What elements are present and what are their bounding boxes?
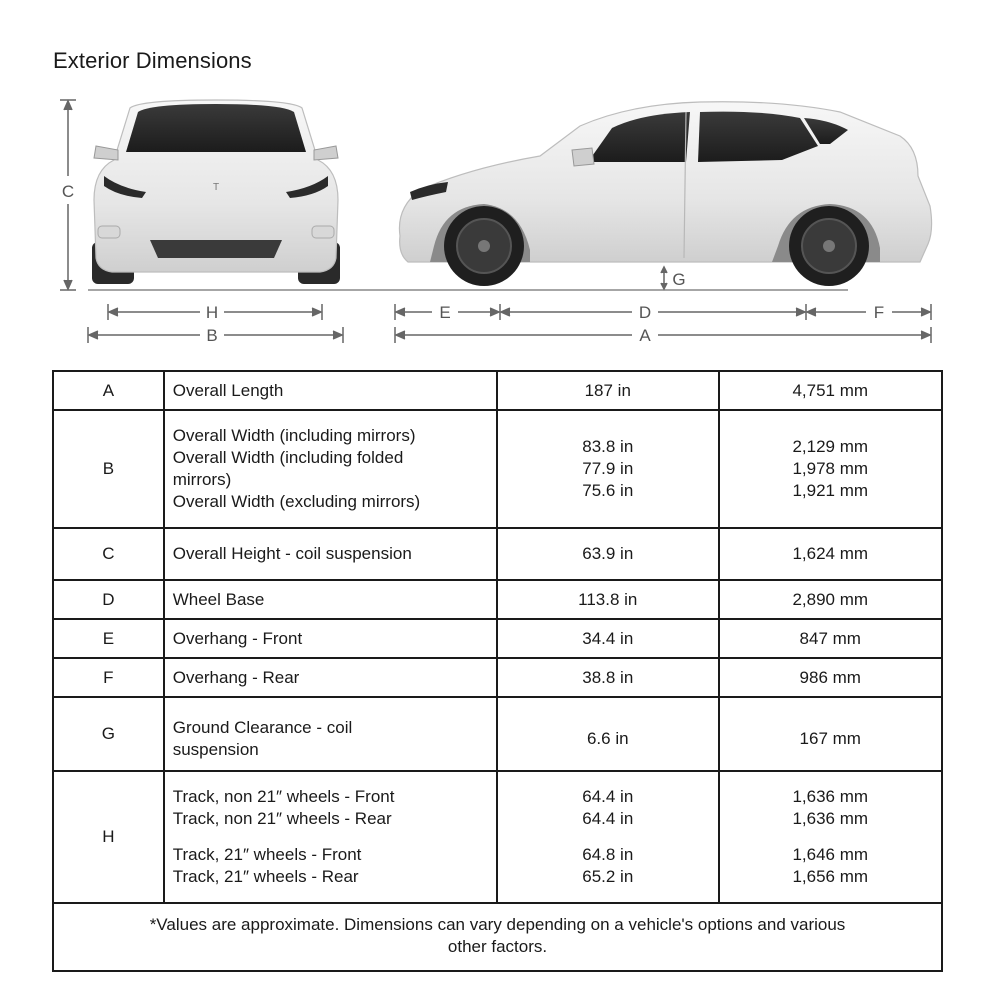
- dimension-key: D: [53, 580, 164, 619]
- value-millimeters: 2,890 mm: [719, 580, 943, 619]
- dimension-key: B: [53, 410, 164, 528]
- table-row: [53, 528, 942, 580]
- value-inches: 34.4 in: [497, 619, 718, 658]
- front-view-car-illustration: [92, 100, 340, 284]
- value-inches: 113.8 in: [497, 580, 718, 619]
- page-title: Exterior Dimensions: [53, 48, 252, 73]
- dimension-key: F: [53, 658, 164, 697]
- value-inches: 83.8 in 77.9 in 75.6 in: [497, 410, 718, 528]
- value-inches: 187 in: [497, 371, 718, 410]
- dimension-label-d: D: [638, 303, 652, 322]
- dimension-g: [661, 267, 667, 289]
- table-row: [53, 771, 942, 903]
- dimension-description: Overall Length: [164, 371, 497, 410]
- value-inches: 63.9 in: [497, 528, 718, 580]
- table-row: [53, 658, 942, 697]
- dimension-description: Overall Width (including mirrors) Overall Width (including folded mirrors) Overall Width (excluding mirrors): [164, 410, 497, 528]
- value-millimeters: 986 mm: [719, 658, 943, 697]
- dimension-key: A: [53, 371, 164, 410]
- table-row: [53, 619, 942, 658]
- dimensions-table: [52, 370, 943, 972]
- dimension-label-e: E: [439, 303, 451, 322]
- value-inches: 38.8 in: [497, 658, 718, 697]
- value-millimeters: 4,751 mm: [719, 371, 943, 410]
- table-footnote-row: [53, 903, 942, 971]
- dimension-label-g: G: [672, 270, 686, 289]
- dimension-description: Overhang - Rear: [164, 658, 497, 697]
- dimension-key: H: [53, 771, 164, 903]
- dimension-description: Wheel Base: [164, 580, 497, 619]
- dimension-label-c: C: [61, 182, 75, 201]
- value-inches: 64.4 in 64.4 in 64.8 in 65.2 in: [497, 771, 718, 903]
- table-row: [53, 697, 942, 771]
- vehicle-dimension-diagram: [0, 0, 1000, 360]
- dimension-description: Overall Height - coil suspension: [164, 528, 497, 580]
- value-millimeters: 847 mm: [719, 619, 943, 658]
- dimension-key: C: [53, 528, 164, 580]
- dimension-label-b: B: [206, 326, 218, 345]
- dimension-label-a: A: [639, 326, 651, 345]
- dimension-a: [395, 327, 931, 343]
- dimension-e-d-f: [395, 304, 931, 320]
- table-row: [53, 371, 942, 410]
- dimension-label-h: H: [205, 303, 219, 322]
- table-row: [53, 580, 942, 619]
- dimension-key: G: [53, 697, 164, 771]
- value-millimeters: 2,129 mm 1,978 mm 1,921 mm: [719, 410, 943, 528]
- value-millimeters: 167 mm: [719, 697, 943, 771]
- value-millimeters: 1,624 mm: [719, 528, 943, 580]
- table-row: [53, 410, 942, 528]
- value-millimeters: 1,636 mm 1,636 mm 1,646 mm 1,656 mm: [719, 771, 943, 903]
- dimension-description: Track, non 21″ wheels - Front Track, non 21″ wheels - Rear Track, 21″ wheels - Front Track, 21″ wheels - Rear: [164, 771, 497, 903]
- svg-text:T: T: [212, 182, 220, 193]
- dimension-description: Ground Clearance - coil suspension: [164, 697, 497, 771]
- value-inches: 6.6 in: [497, 697, 718, 771]
- dimension-key: E: [53, 619, 164, 658]
- dimension-description: Overhang - Front: [164, 619, 497, 658]
- dimension-label-f: F: [873, 303, 885, 322]
- footnote: *Values are approximate. Dimensions can vary depending on a vehicle's options and various other factors.: [53, 903, 942, 971]
- side-view-car-illustration: [399, 102, 931, 286]
